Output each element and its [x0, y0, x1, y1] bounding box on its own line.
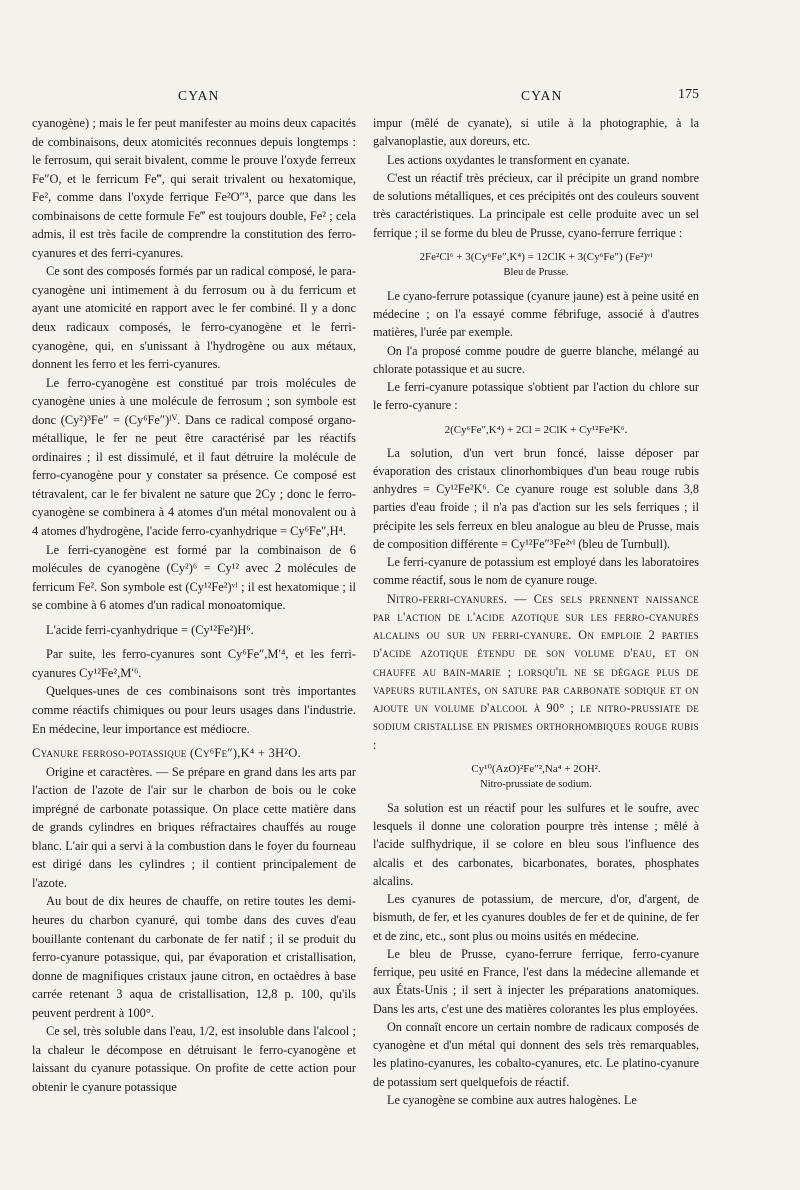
left-column [32, 114, 356, 1096]
formula-caption: Nitro-prussiate de sodium. [480, 778, 592, 790]
paragraph: Au bout de dix heures de chauffe, on retire toutes les demi-heures du charbon cyanuré, qui tombe dans des cuves d'eau bouillante contenant du carbonate de fer natif ; il se produit du ferro-cyanure potassique, qui, par évaporation et cristallisation, donne de magnifiques cristaux jaune citron, en octaèdres à base carrée retenant 3 aqua de cristallisation, 12,8 p. 100, qu'ils peuvent perdrent à 100°. [32, 894, 356, 1020]
chemical-equation: 2(Cy⁶Fe″,K⁴) + 2Cl = 2ClK + Cy¹²Fe²K⁶. [444, 423, 628, 436]
paragraph: cyanogène) ; mais le fer peut manifester au moins deux capacités de combinaisons, deux atomicités reconnues depuis longtemps : le ferrosum, qui serait bivalent, comme le prouve l'oxyde ferreux Fe″O, et le ferricum Fe‴, qui serait trivalent ou hexatomique, Fe², comme dans l'oxyde ferrique Fe²O″³, parce que dans les combinaisons de cette formule Fe‴ est toujours double, Fe² ; cela admis, il est très facile de comprendre la constitution des ferro-cyanures et des ferri-cyanures. [32, 116, 356, 260]
paragraph: C'est un réactif très précieux, car il précipite un grand nombre de solutions métalliques, et ces précipités ont des couleurs souvent très caractéristiques. La principale est celle produite avec un sel ferrique ; il se forme du bleu de Prusse, cyano-ferrure ferrique : [373, 170, 699, 240]
paragraph: Le cyano-ferrure potassique (cyanure jaune) est à peine usité en médecine ; on l'a essayé comme fébrifuge, associé à d'autres matières, l'urée par exemple. [373, 288, 699, 340]
paragraph: La solution, d'un vert brun foncé, laisse déposer par évaporation des cristaux clinorhombiques d'un beau rouge rubis anhydres = Cy¹²Fe²K⁶. Ce cyanure rouge est soluble dans 3,8 parties d'eau froide ; il n'a pas d'action sur les sels ferriques ; il précipite les sels ferreux en bleu analogue au bleu de Prusse, mais de composition différente = Cy¹²Fe″³Fe²ᵛᴵ (bleu de Turnbull). [373, 445, 699, 551]
paragraph: Le ferro-cyanogène est constitué par trois molécules de cyanogène unies à une molécule de ferrosum ; son symbole est donc (Cy²)³Fe″ = (Cy⁶Fe″)ᴵⱽ. Dans ce radical composé organo-métallique, le fer ne peut être caractérisé par les réactifs ordinaires ; il est dissimulé, et il faut détruire la molécule de ferro-cyanogène pour y constater sa présence. Ce composé est tétravalent, car le fer bivalent ne sature que 2Cy ; donc le ferro-cyanogène se combinera à 4 atomes d'un métal monovalent ou à 4 atomes d'hydrogène, l'acide ferro-cyanhydrique = Cy⁶Fe″,H⁴. [32, 375, 356, 539]
paragraph: Le bleu de Prusse, cyano-ferrure ferrique, ferro-cyanure ferrique, peu usité en France, l'est dans la médecine allemande et aux États-Unis ; il sert à injecter les préparations anatomiques. Dans les arts, c'est une des matières colorantes les plus employées. [373, 946, 699, 1016]
paragraph: On connaît encore un certain nombre de radicaux composés de cyanogène et d'un métal qui donnent des sels très remarquables, les platino-cyanures, les cobalto-cyanures, etc. Le platino-cyanure de potassium sert quelquefois de réactif. [373, 1019, 699, 1089]
paragraph: Quelques-unes de ces combinaisons sont très importantes comme réactifs chimiques ou pour leurs usages dans l'industrie. En médecine, leur importance est médiocre. [32, 684, 356, 736]
paragraph: On l'a proposé comme poudre de guerre blanche, mélangé au chlorate potassique et au sucre. [373, 343, 699, 376]
paragraph: Ce sel, très soluble dans l'eau, 1/2, est insoluble dans l'alcool ; la chaleur le décompose en détruisant le ferro-cyanogène et laissant du cyanure potassique. On profite de cette action pour obtenir le cyanure potassique [32, 1024, 356, 1094]
paragraph: Les cyanures de potassium, de mercure, d'or, d'argent, de bismuth, de fer, et les cyanures doubles de fer et de quinine, de fer et de zinc, etc., sont plus ou moins usités en médecine. [373, 892, 699, 943]
page-number: 175 [678, 87, 699, 102]
paragraph: Origine et caractères. — Se prépare en grand dans les arts par l'action de l'azote de l'air sur le charbon de bois ou le coke imprégné de carbonate potassique. On place cette matière dans de grands cylindres en briques réfractaires chauffés au rouge blanc. L'air qui a servi à la combustion dans le foyer du fourneau est dirigé dans les cylindres ; il contient principalement de l'azote. [32, 764, 356, 890]
running-head-right: CYAN [521, 88, 563, 103]
paragraph: Le cyanogène se combine aux autres halogènes. Le [387, 1092, 637, 1107]
paragraph: Par suite, les ferro-cyanures sont Cy⁶Fe″,M′⁴, et les ferri-cyanures Cy¹²Fe²,M′⁶. [32, 647, 356, 680]
chemical-equation: 2Fe²Cl⁶ + 3(Cy⁶Fe″,K⁴) = 12ClK + 3(Cy⁶Fe″) (Fe²)ᵛᴵ [419, 250, 653, 263]
section-heading: Cyanure ferroso-potassique (Cy⁶Fe″),K⁴ + 3H²O. [32, 746, 302, 761]
paragraph: Les actions oxydantes le transforment en cyanate. [387, 152, 630, 167]
running-head-left: CYAN [178, 88, 220, 103]
paragraph: impur (mêlé de cyanate), si utile à la photographie, à la galvanoplastie, aux doreurs, etc. [373, 116, 699, 149]
paragraph: Le ferri-cyanogène est formé par la combinaison de 6 molécules de cyanogène (Cy²)⁶ = Cy¹² avec 2 molécules de ferricum Fe². Son symbole est (Cy¹²Fe²)ᵛᴵ ; il est hexatomique ; il se combine à 6 atomes d'un radical monoatomique. [32, 542, 356, 613]
paragraph: Sa solution est un réactif pour les sulfures et le soufre, avec lesquels il donne une coloration pourpre très intense ; mêlé à l'acide sulfhydrique, il se colore en bleu sous l'influence des alcalis et des carbonates, bicarbonates, borates, phosphates alcalins. [373, 800, 699, 888]
paragraph-formula-line: L'acide ferri-cyanhydrique = (Cy¹²Fe²)H⁶. [46, 622, 254, 637]
paragraph: Le ferri-cyanure potassique s'obtient par l'action du chlore sur le ferro-cyanure : [373, 380, 699, 413]
chemical-formula: Cy¹⁰(AzO)²Fe″²,Na⁴ + 2OH². [471, 762, 601, 775]
paragraph: Le ferri-cyanure de potassium est employé dans les laboratoires comme réactif, sous le nom de cyanure rouge. [373, 555, 699, 588]
right-column [373, 114, 699, 1109]
paragraph: Ce sont des composés formés par un radical composé, le para-cyanogène uni intimement à du ferrosum ou à du ferricum et ayant une atomicité en rapport avec le fer combiné. Il y a donc deux radicaux composés, le ferro-cyanogène et le ferri-cyanogène, qui, en s'unissant à l'hydrogène ou aux métaux, donnent les ferro et les ferri-cyanures. [32, 264, 356, 372]
equation-caption: Bleu de Prusse. [503, 266, 569, 278]
paragraph-section: Nitro-ferri-cyanures. — Ces sels prennent naissance par l'action de l'acide azotique sur les ferro-cyanurés alcalins ou sur un ferri-cyanure. On emploie 2 parties d'acide azotique étendu de son volume d'eau, et on chauffe au bain-marie ; lorsqu'il ne se dégage plus de vapeurs rutilantes, on sature par carbonate sodique et on ajoute un volume d'alcool à 90° ; le nitro-prussiate de sodium cristallise en prismes orthorhombiques rouge rubis : [373, 591, 699, 752]
